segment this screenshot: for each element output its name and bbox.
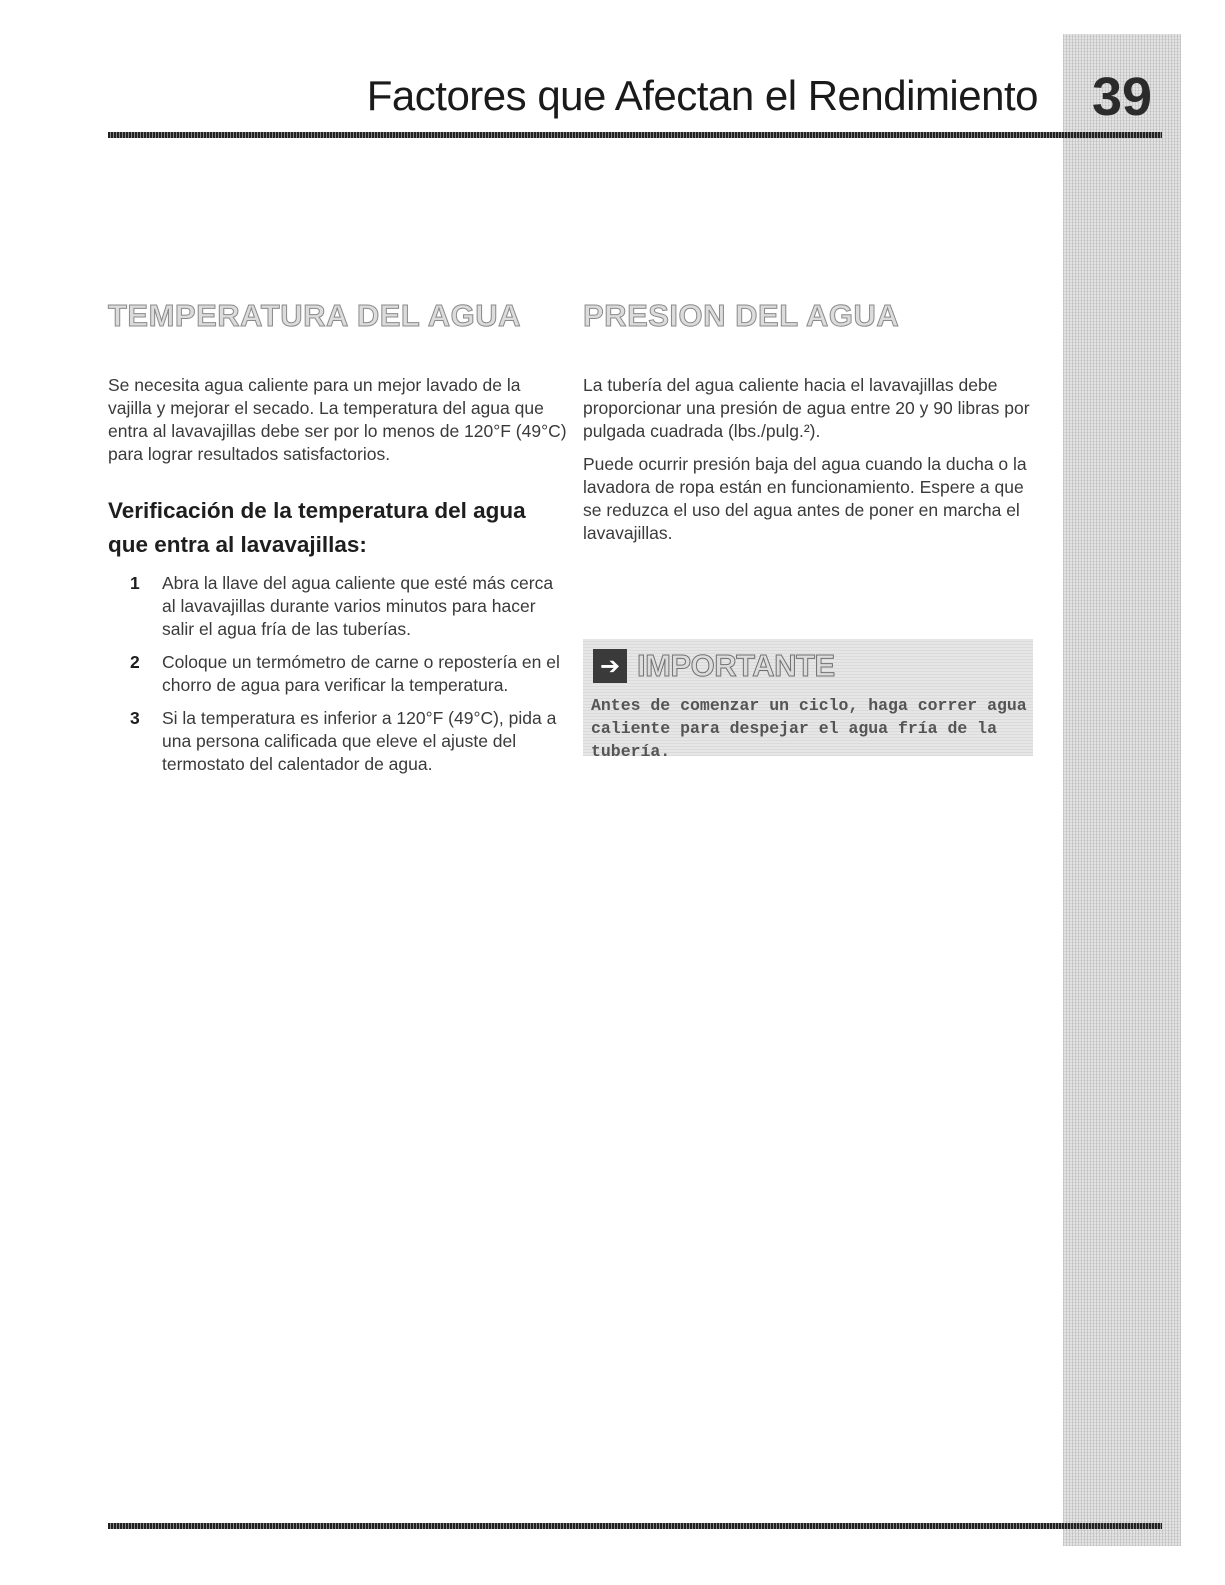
page-number: 39 — [1091, 67, 1153, 127]
steps-list — [108, 572, 568, 776]
list-item — [108, 707, 568, 776]
side-band — [1063, 34, 1181, 1546]
step-text: Abra la llave del agua caliente que esté más cerca al lavavajillas durante varios minutos para hacer salir el agua fría de las tuberías. — [162, 573, 554, 639]
notice-title: IMPORTANTE — [637, 648, 835, 683]
pressure-paragraph: La tubería del agua caliente hacia el lavavajillas debe proporcionar una presión de agua entre 20 y 90 libras por pulgada cuadrada (lbs./pulg.²). — [583, 375, 1030, 441]
arrow-right-icon: ➔ — [593, 649, 627, 683]
step-number: 2 — [130, 652, 140, 672]
important-notice — [583, 639, 1033, 761]
step-number: 1 — [130, 573, 140, 593]
section-heading: PRESION DEL AGUA — [583, 298, 900, 333]
list-item — [108, 651, 568, 697]
step-number: 3 — [130, 708, 140, 728]
notice-header — [593, 645, 835, 687]
bottom-rule — [108, 1523, 1162, 1529]
section-heading: TEMPERATURA DEL AGUA — [108, 298, 521, 333]
water-temperature-section — [108, 298, 568, 786]
list-item — [108, 572, 568, 641]
top-rule — [108, 132, 1162, 138]
intro-paragraph: Se necesita agua caliente para un mejor lavado de la vajilla y mejorar el secado. La temperatura del agua que entra al lavavajillas debe ser por lo menos de 120°F (49°C) para lograr resultados satisfactorios. — [108, 375, 567, 464]
step-text: Coloque un termómetro de carne o repostería en el chorro de agua para verificar la temperatura. — [162, 652, 560, 695]
water-pressure-section — [583, 298, 1033, 555]
page-title: Factores que Afectan el Rendimiento — [366, 72, 1038, 119]
low-pressure-paragraph: Puede ocurrir presión baja del agua cuando la ducha o la lavadora de ropa están en funcionamiento. Espere a que se reduzca el uso del agua antes de poner en marcha el lavavajillas. — [583, 454, 1027, 543]
step-text: Si la temperatura es inferior a 120°F (49°C), pida a una persona calificada que eleve el ajuste del termostato del calentador de agua. — [162, 708, 557, 774]
subheading: Verificación de la temperatura del agua que entra al lavavajillas: — [108, 498, 526, 557]
notice-text: Antes de comenzar un ciclo, haga correr agua caliente para despejar el agua fría de la tubería. — [591, 696, 1027, 761]
